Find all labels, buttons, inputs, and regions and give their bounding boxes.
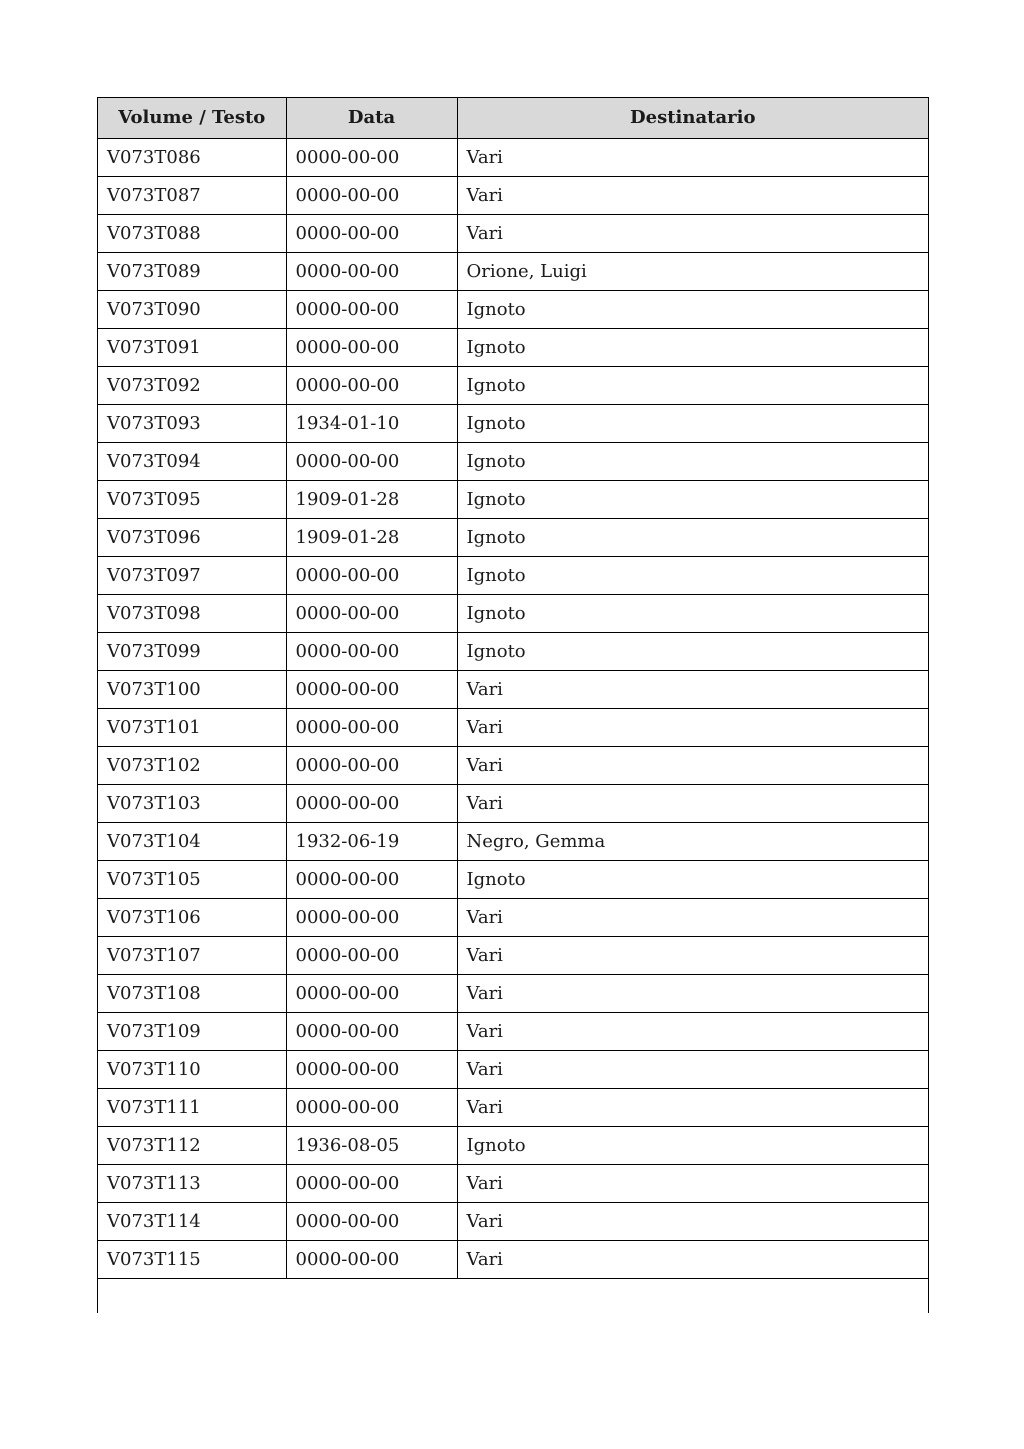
table-row: [98, 1164, 928, 1202]
cell-destinatario: Ignoto: [457, 480, 928, 518]
column-header-volume-testo: Volume / Testo: [98, 98, 286, 138]
cell-data: 0000-00-00: [286, 1088, 457, 1126]
cell-volume-testo: V073T087: [98, 176, 286, 214]
cell-data: 0000-00-00: [286, 290, 457, 328]
cell-volume-testo: V073T109: [98, 1012, 286, 1050]
cell-volume-testo: V073T101: [98, 708, 286, 746]
cell-volume-testo: V073T093: [98, 404, 286, 442]
cell-data: 0000-00-00: [286, 746, 457, 784]
table-body: [98, 138, 928, 1278]
table-row: [98, 974, 928, 1012]
cell-destinatario: Vari: [457, 1202, 928, 1240]
cell-volume-testo: V073T112: [98, 1126, 286, 1164]
cell-destinatario: Negro, Gemma: [457, 822, 928, 860]
cell-destinatario: Vari: [457, 784, 928, 822]
cell-volume-testo: V073T113: [98, 1164, 286, 1202]
records-table-container: [97, 97, 929, 1313]
cell-destinatario: Ignoto: [457, 328, 928, 366]
table-row: [98, 138, 928, 176]
cell-data: 0000-00-00: [286, 442, 457, 480]
cell-destinatario: Ignoto: [457, 632, 928, 670]
cell-volume-testo: V073T091: [98, 328, 286, 366]
cell-data: 0000-00-00: [286, 784, 457, 822]
cell-data: 0000-00-00: [286, 670, 457, 708]
cell-data: 0000-00-00: [286, 1202, 457, 1240]
table-row: [98, 594, 928, 632]
table-row: [98, 404, 928, 442]
cell-destinatario: Ignoto: [457, 366, 928, 404]
cell-data: 0000-00-00: [286, 632, 457, 670]
records-table: [98, 98, 928, 1279]
cell-destinatario: Ignoto: [457, 518, 928, 556]
cell-volume-testo: V073T090: [98, 290, 286, 328]
cell-data: 0000-00-00: [286, 176, 457, 214]
table-row: [98, 442, 928, 480]
cell-destinatario: Vari: [457, 746, 928, 784]
cell-volume-testo: V073T106: [98, 898, 286, 936]
table-row: [98, 1012, 928, 1050]
table-row: [98, 860, 928, 898]
cell-data: 0000-00-00: [286, 252, 457, 290]
cell-volume-testo: V073T103: [98, 784, 286, 822]
table-row: [98, 1202, 928, 1240]
cell-data: 0000-00-00: [286, 556, 457, 594]
cell-data: 0000-00-00: [286, 138, 457, 176]
cell-data: 1909-01-28: [286, 480, 457, 518]
cell-volume-testo: V073T098: [98, 594, 286, 632]
cell-data: 1909-01-28: [286, 518, 457, 556]
table-row: [98, 784, 928, 822]
table-row: [98, 328, 928, 366]
cell-data: 0000-00-00: [286, 974, 457, 1012]
cell-destinatario: Vari: [457, 974, 928, 1012]
cell-volume-testo: V073T110: [98, 1050, 286, 1088]
cell-destinatario: Vari: [457, 670, 928, 708]
cell-volume-testo: V073T095: [98, 480, 286, 518]
cell-destinatario: Vari: [457, 1088, 928, 1126]
cell-volume-testo: V073T115: [98, 1240, 286, 1278]
cell-destinatario: Vari: [457, 1164, 928, 1202]
cell-destinatario: Ignoto: [457, 594, 928, 632]
cell-destinatario: Ignoto: [457, 404, 928, 442]
cell-destinatario: Vari: [457, 1240, 928, 1278]
table-row: [98, 936, 928, 974]
table-row: [98, 708, 928, 746]
table-row: [98, 1126, 928, 1164]
table-row: [98, 176, 928, 214]
cell-data: 0000-00-00: [286, 594, 457, 632]
cell-destinatario: Ignoto: [457, 1126, 928, 1164]
cell-destinatario: Vari: [457, 214, 928, 252]
column-header-destinatario: Destinatario: [457, 98, 928, 138]
cell-destinatario: Vari: [457, 1012, 928, 1050]
cell-destinatario: Ignoto: [457, 556, 928, 594]
cell-destinatario: Vari: [457, 708, 928, 746]
cell-volume-testo: V073T097: [98, 556, 286, 594]
cell-data: 0000-00-00: [286, 708, 457, 746]
table-row: [98, 214, 928, 252]
cell-volume-testo: V073T099: [98, 632, 286, 670]
table-row: [98, 822, 928, 860]
cell-volume-testo: V073T108: [98, 974, 286, 1012]
cell-data: 0000-00-00: [286, 860, 457, 898]
table-row: [98, 898, 928, 936]
table-row: [98, 670, 928, 708]
cell-data: 0000-00-00: [286, 1050, 457, 1088]
cell-volume-testo: V073T086: [98, 138, 286, 176]
column-header-data: Data: [286, 98, 457, 138]
table-row: [98, 746, 928, 784]
table-row: [98, 518, 928, 556]
table-row: [98, 366, 928, 404]
cell-volume-testo: V073T102: [98, 746, 286, 784]
cell-volume-testo: V073T094: [98, 442, 286, 480]
cell-destinatario: Vari: [457, 936, 928, 974]
cell-volume-testo: V073T100: [98, 670, 286, 708]
cell-data: 0000-00-00: [286, 214, 457, 252]
cell-data: 0000-00-00: [286, 898, 457, 936]
table-row: [98, 1240, 928, 1278]
cell-data: 0000-00-00: [286, 366, 457, 404]
table-row: [98, 1088, 928, 1126]
table-row: [98, 556, 928, 594]
cell-destinatario: Vari: [457, 1050, 928, 1088]
cell-destinatario: Vari: [457, 176, 928, 214]
cell-data: 1932-06-19: [286, 822, 457, 860]
cell-destinatario: Ignoto: [457, 290, 928, 328]
cell-destinatario: Vari: [457, 138, 928, 176]
cell-volume-testo: V073T114: [98, 1202, 286, 1240]
cell-volume-testo: V073T088: [98, 214, 286, 252]
header-row: [98, 98, 928, 138]
table-row: [98, 290, 928, 328]
table-row: [98, 252, 928, 290]
cell-volume-testo: V073T107: [98, 936, 286, 974]
cell-destinatario: Ignoto: [457, 442, 928, 480]
table-header: [98, 98, 928, 138]
cell-data: 0000-00-00: [286, 936, 457, 974]
cell-volume-testo: V073T104: [98, 822, 286, 860]
cell-destinatario: Vari: [457, 898, 928, 936]
cell-data: 0000-00-00: [286, 1164, 457, 1202]
cell-volume-testo: V073T092: [98, 366, 286, 404]
cell-data: 0000-00-00: [286, 1012, 457, 1050]
cell-volume-testo: V073T089: [98, 252, 286, 290]
table-row: [98, 480, 928, 518]
cell-volume-testo: V073T111: [98, 1088, 286, 1126]
cell-data: 0000-00-00: [286, 328, 457, 366]
table-row: [98, 1050, 928, 1088]
cell-destinatario: Orione, Luigi: [457, 252, 928, 290]
cell-data: 0000-00-00: [286, 1240, 457, 1278]
table-row: [98, 632, 928, 670]
cell-data: 1934-01-10: [286, 404, 457, 442]
cell-volume-testo: V073T096: [98, 518, 286, 556]
cell-data: 1936-08-05: [286, 1126, 457, 1164]
cell-volume-testo: V073T105: [98, 860, 286, 898]
cell-destinatario: Ignoto: [457, 860, 928, 898]
